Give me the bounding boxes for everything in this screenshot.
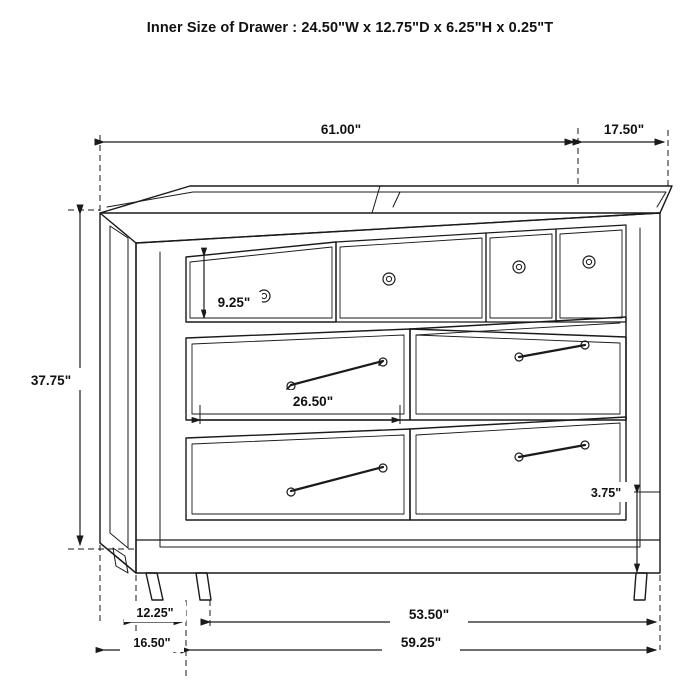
label-depth-top-right: 17.50" [603, 122, 645, 137]
label-top-drawer-height: 9.25" [217, 295, 251, 310]
label-base-front-width: 59.25" [400, 635, 442, 650]
label-drawer-interior-width: 26.50" [292, 394, 334, 409]
page-title: Inner Size of Drawer : 24.50"W x 12.75"D x 6.25"H x 0.25"T [146, 20, 554, 36]
label-foot-offset: 12.25" [136, 606, 174, 620]
dresser-outline [100, 186, 672, 600]
label-overall-width: 61.00" [320, 122, 362, 137]
dimension-labels [22, 118, 662, 652]
label-overall-height: 37.75" [30, 373, 72, 388]
label-base-depth: 16.50" [133, 636, 171, 650]
label-case-base-width: 53.50" [408, 607, 450, 622]
label-leg-height: 3.75" [590, 486, 622, 500]
dimension-lines [68, 128, 672, 680]
